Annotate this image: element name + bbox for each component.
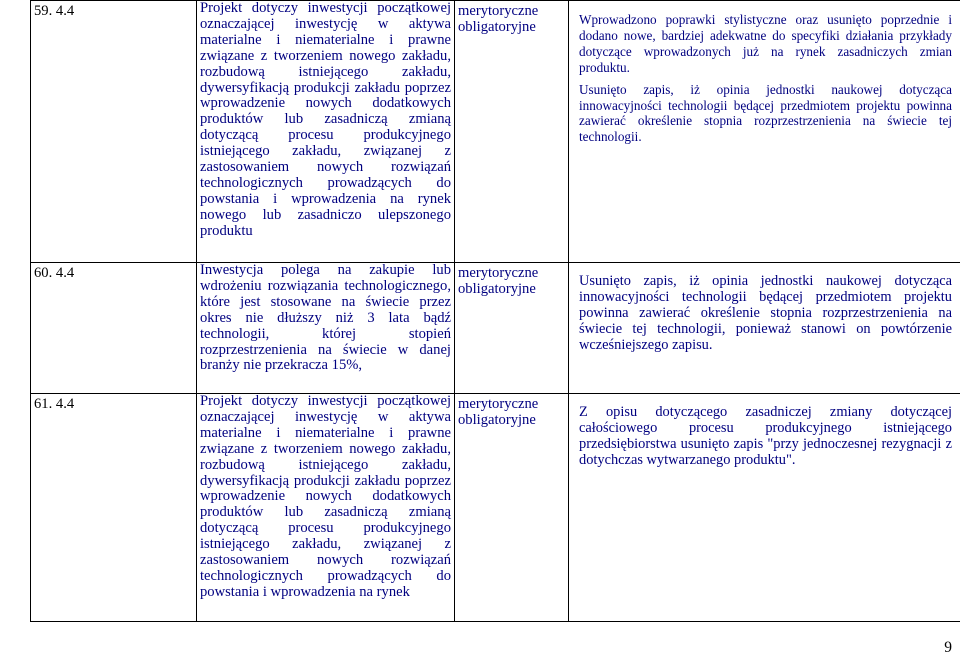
criterion-type: merytoryczne obligatoryjne	[455, 1, 569, 263]
table-row	[31, 1, 960, 263]
row-number-cell	[31, 1, 197, 263]
criteria-changes-table	[30, 0, 960, 622]
page-number: 9	[944, 639, 952, 657]
row-number: 61.	[34, 396, 52, 412]
criterion-type: merytoryczne obligatoryjne	[455, 394, 569, 622]
comment-paragraph: Z opisu dotyczącego zasadniczej zmiany dotyczącej całościowego procesu produkcyjnego istniejącego przedsiębiorstwa usunięto zapis "przy jednoczesnej rezygnacji z dotychczas wytwarzanego produktu".	[579, 405, 952, 469]
criterion-description: Inwestycja polega na zakupie lub wdrożeniu rozwiązania technologicznego, które jest stosowane na świecie przez okres nie dłuższy niż 3 lata bądź technologii, której stopień rozprzestrzenienia na świecie w danej branży nie przekracza 15%,	[197, 263, 455, 394]
criterion-description: Projekt dotyczy inwestycji początkowej oznaczającej inwestycję w aktywa materialne i niematerialne i prawne związane z tworzeniem nowego zakładu, rozbudową istniejącego zakładu, dywersyfikacją produkcji zakładu poprzez wprowadzenie nowych dodatkowych produktów lub zasadniczą zmianą dotyczącą procesu produkcyjnego istniejącego zakładu, związanej z zastosowaniem nowych rozwiązań technologicznych prowadzących do powstania i wprowadzenia na rynek	[197, 394, 455, 622]
section-number: 4.4	[56, 265, 74, 281]
row-number-cell	[31, 394, 197, 622]
comment-paragraph: Wprowadzono poprawki stylistyczne oraz usunięto poprzednie i dodano nowe, bardziej adekwatne do specyfiki działania przykłady dotyczące wprowadzonych już na rynek zasadniczych zmian produktu.	[579, 12, 952, 76]
comment-paragraph: Usunięto zapis, iż opinia jednostki naukowej dotycząca innowacyjności technologii będącej przedmiotem projektu powinna zawierać określenie stopnia rozprzestrzenienia na świecie tej technologii, ponieważ stanowi on powtórzenie wcześniejszego zapisu.	[579, 274, 952, 354]
comment-paragraph: Usunięto zapis, iż opinia jednostki naukowej dotycząca innowacyjności technologii będącej przedmiotem projektu powinna zawierać określenie stopnia rozprzestrzenienia na świecie tej technologii.	[579, 82, 952, 146]
section-number: 4.4	[56, 396, 74, 412]
row-number: 59.	[34, 3, 52, 19]
row-number: 60.	[34, 265, 52, 281]
table-row	[31, 263, 960, 394]
section-number: 4.4	[56, 3, 74, 19]
change-comment	[569, 263, 960, 394]
row-number-cell	[31, 263, 197, 394]
change-comment	[569, 394, 960, 622]
criterion-description: Projekt dotyczy inwestycji początkowej oznaczającej inwestycję w aktywa materialne i niematerialne i prawne związane z tworzeniem nowego zakładu, rozbudową istniejącego zakładu, dywersyfikacją produkcji zakładu poprzez wprowadzenie nowych dodatkowych produktów lub zasadniczą zmianą dotyczącą procesu produkcyjnego istniejącego zakładu, związanej z zastosowaniem nowych rozwiązań technologicznych prowadzących do powstania i wprowadzenia na rynek nowego lub zasadniczo ulepszonego produktu	[197, 1, 455, 263]
criterion-type: merytoryczne obligatoryjne	[455, 263, 569, 394]
change-comment	[569, 1, 960, 263]
table-row	[31, 394, 960, 622]
